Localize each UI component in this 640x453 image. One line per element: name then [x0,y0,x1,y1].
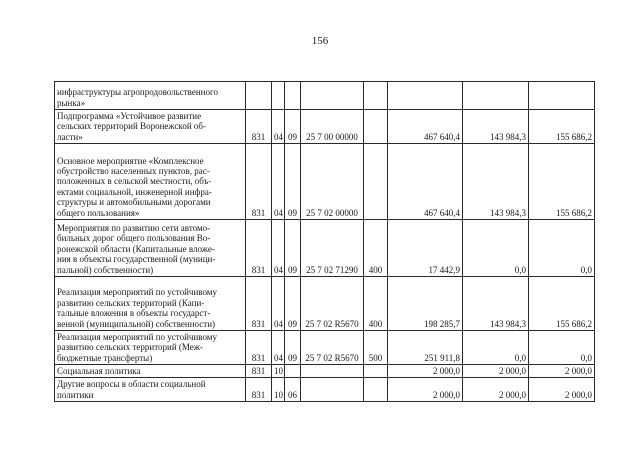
amount-year1-text: 2 000,0 [433,389,460,400]
grbs-code-text: 831 [251,389,266,400]
subsection-code-cell [285,378,301,402]
grbs-code-cell [246,378,272,402]
target-article-cell [301,220,364,277]
target-article-cell [301,82,364,110]
amount-year1-text: 198 285,7 [424,318,460,329]
section-code-text: 10 [274,389,283,400]
amount-year3-text: 155 686,2 [556,131,592,142]
target-article-text: 25 7 02 00000 [306,207,358,218]
amount-year1-cell [388,378,463,402]
grbs-code-cell [246,82,272,110]
amount-year3-text: 155 686,2 [556,207,592,218]
grbs-code-text: 831 [251,352,266,363]
amount-year2-cell [463,277,529,331]
grbs-code-text: 831 [251,207,266,218]
grbs-code-cell [246,220,272,277]
amount-year2-text: 0,0 [514,352,526,363]
section-code-cell [272,220,285,277]
row-name-text: Мероприятия по развитию сети автомо- бильных дорог общего пользования Во- ронежской области (Капитальные вложе- ния в объекты государственной (муници- пальной) собственности) [57,222,216,275]
subsection-code-text: 06 [288,389,297,400]
expense-type-cell [364,110,388,144]
target-article-cell [301,144,364,220]
amount-year2-cell [463,220,529,277]
expense-type-cell [364,220,388,277]
target-article-text: 25 7 02 71290 [306,264,358,275]
row-name-cell [55,144,246,220]
amount-year2-text: 143 984,3 [490,131,526,142]
subsection-code-text: 09 [288,131,297,142]
table-row [55,365,595,378]
row-name-cell [55,277,246,331]
page-number: 156 [311,35,329,47]
subsection-code-cell [285,144,301,220]
section-code-cell [272,110,285,144]
row-name-cell [55,110,246,144]
amount-year1-text: 251 911,8 [424,352,460,363]
row-name-cell [55,82,246,110]
table-row [55,144,595,220]
grbs-code-text: 831 [251,365,266,376]
table-row [55,277,595,331]
target-article-cell [301,331,364,365]
expense-type-cell [364,277,388,331]
amount-year1-text: 17 442,9 [428,264,460,275]
row-name-text: Основное мероприятие «Комплексное обустройство населенных пунктов, рас- положенных в сельской местности, объ- ектами социальной, инженерной инфра- структуры и автомобильными дорогами общего пользования» [57,155,212,218]
amount-year3-cell [529,277,595,331]
amount-year3-text: 2 000,0 [565,389,592,400]
expense-type-cell [364,331,388,365]
row-name-text: Социальная политика [57,365,141,376]
section-code-text: 04 [274,318,283,329]
grbs-code-text: 831 [251,318,266,329]
subsection-code-cell [285,110,301,144]
amount-year2-cell [463,365,529,378]
expense-type-cell [364,82,388,110]
expense-type-text: 400 [368,318,383,329]
row-name-cell [55,378,246,402]
section-code-cell [272,82,285,110]
section-code-text: 04 [274,207,283,218]
section-code-cell [272,144,285,220]
row-name-text: Реализация мероприятий по устойчивому развитию сельских территорий (Капи- тальные вложения в объекты государст- венной (муниципальной) собственности) [57,287,217,329]
amount-year2-cell [463,144,529,220]
grbs-code-cell [246,144,272,220]
table-row [55,82,595,110]
grbs-code-cell [246,277,272,331]
amount-year1-text: 2 000,0 [433,365,460,376]
amount-year1-cell [388,277,463,331]
amount-year3-cell [529,365,595,378]
section-code-cell [272,365,285,378]
subsection-code-cell [285,365,301,378]
row-name-cell [55,365,246,378]
table-row [55,110,595,144]
amount-year1-cell [388,110,463,144]
section-code-text: 10 [274,365,283,376]
subsection-code-text: 09 [288,352,297,363]
subsection-code-text: 09 [288,318,297,329]
expense-type-cell [364,378,388,402]
amount-year3-text: 0,0 [580,352,592,363]
section-code-cell [272,331,285,365]
grbs-code-cell [246,331,272,365]
subsection-code-cell [285,331,301,365]
expense-type-text: 500 [368,352,383,363]
amount-year3-cell [529,331,595,365]
expense-type-text: 400 [368,264,383,275]
section-code-cell [272,378,285,402]
row-name-cell [55,331,246,365]
target-article-cell [301,378,364,402]
row-name-cell [55,220,246,277]
row-name-text: Реализация мероприятий по устойчивому развитию сельских территорий (Меж- бюджетные трансферты) [57,331,217,363]
amount-year2-cell [463,331,529,365]
section-code-cell [272,277,285,331]
target-article-cell [301,365,364,378]
table-row [55,378,595,402]
amount-year3-cell [529,110,595,144]
section-code-text: 04 [274,264,283,275]
amount-year1-cell [388,82,463,110]
amount-year2-text: 2 000,0 [499,365,526,376]
amount-year2-cell [463,110,529,144]
amount-year1-cell [388,331,463,365]
amount-year2-text: 143 984,3 [490,207,526,218]
section-code-text: 04 [274,131,283,142]
amount-year2-text: 143 984,3 [490,318,526,329]
target-article-cell [301,110,364,144]
amount-year1-cell [388,144,463,220]
section-code-text: 04 [274,352,283,363]
amount-year3-text: 0,0 [580,264,592,275]
expense-type-cell [364,365,388,378]
amount-year1-cell [388,365,463,378]
amount-year3-text: 155 686,2 [556,318,592,329]
row-name-text: Подпрограмма «Устойчивое развитие сельских территорий Воронежской об- ласти» [57,110,206,142]
row-name-text: Другие вопросы в области социальной политики [57,379,206,400]
subsection-code-text: 09 [288,207,297,218]
target-article-text: 25 7 02 R5670 [305,318,359,329]
grbs-code-cell [246,110,272,144]
amount-year2-cell [463,378,529,402]
subsection-code-cell [285,82,301,110]
amount-year3-text: 2 000,0 [565,365,592,376]
amount-year1-text: 467 640,4 [424,131,460,142]
amount-year2-text: 0,0 [514,264,526,275]
subsection-code-text: 09 [288,264,297,275]
budget-table [54,81,595,402]
target-article-text: 25 7 02 R5670 [305,352,359,363]
subsection-code-cell [285,220,301,277]
amount-year3-cell [529,378,595,402]
amount-year2-text: 2 000,0 [499,389,526,400]
amount-year3-cell [529,144,595,220]
table-row [55,220,595,277]
subsection-code-cell [285,277,301,331]
row-name-text: инфраструктуры агропродовольственного рынка» [57,87,218,108]
table-row [55,331,595,365]
amount-year1-text: 467 640,4 [424,207,460,218]
amount-year3-cell [529,220,595,277]
grbs-code-text: 831 [251,131,266,142]
amount-year2-cell [463,82,529,110]
expense-type-cell [364,144,388,220]
target-article-cell [301,277,364,331]
grbs-code-text: 831 [251,264,266,275]
amount-year3-cell [529,82,595,110]
grbs-code-cell [246,365,272,378]
target-article-text: 25 7 00 00000 [306,131,358,142]
amount-year1-cell [388,220,463,277]
